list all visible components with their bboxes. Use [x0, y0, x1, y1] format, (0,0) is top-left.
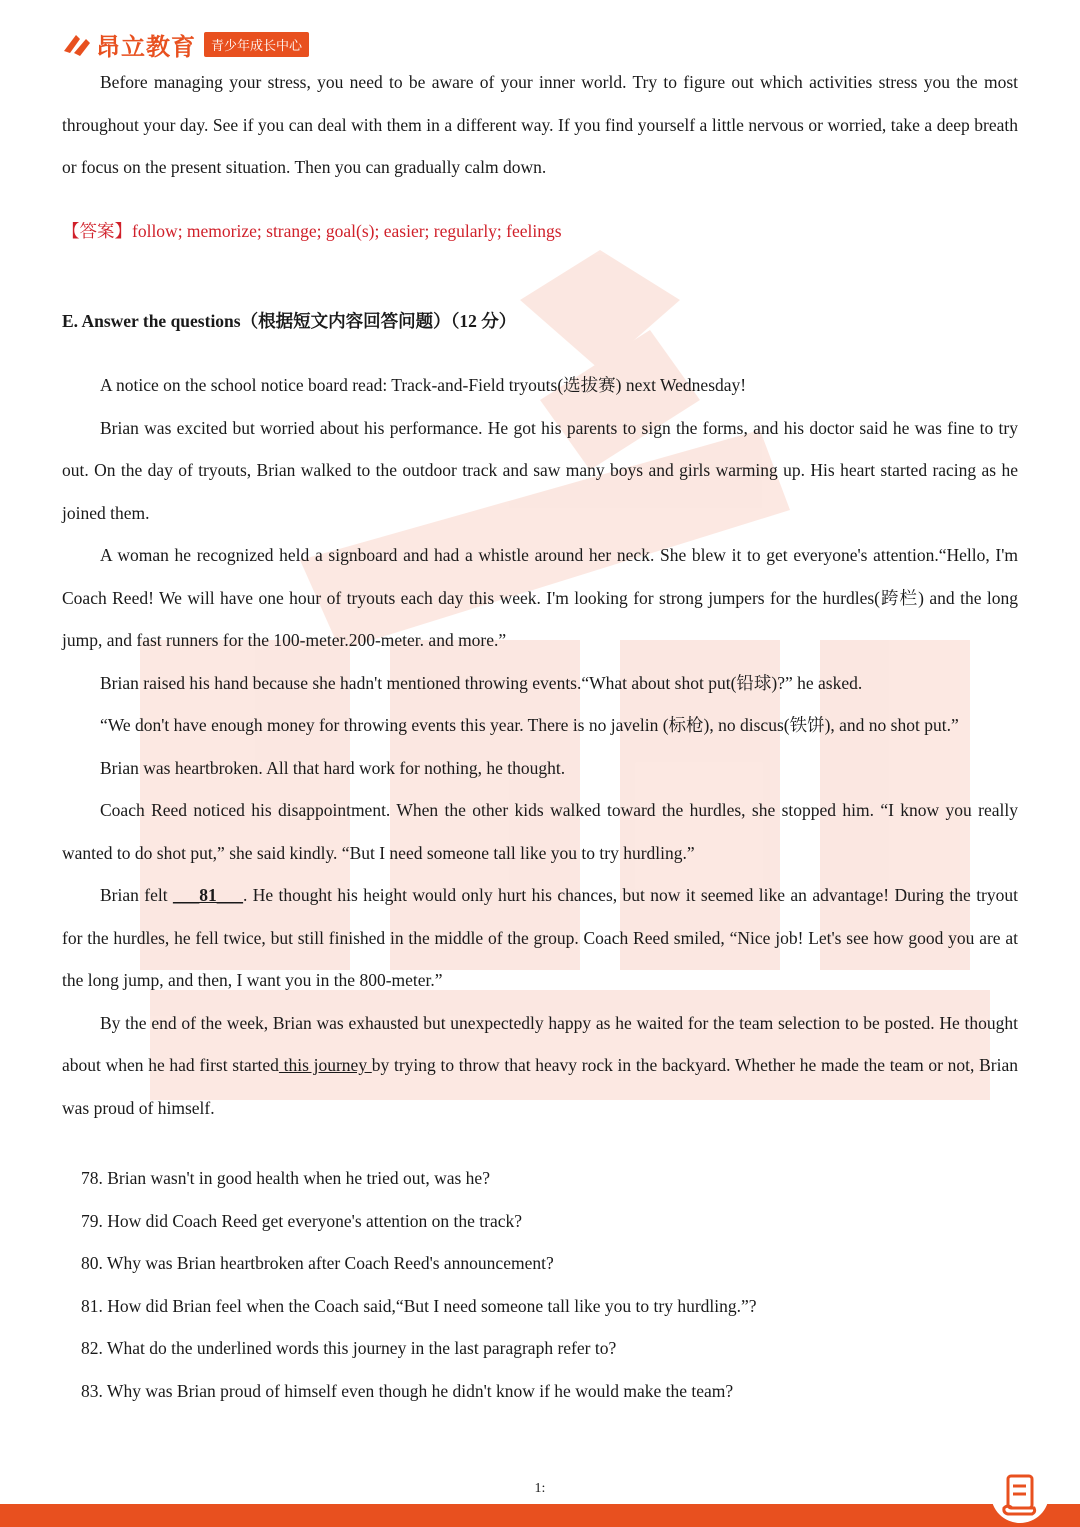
brand-badge: 青少年成长中心	[204, 32, 309, 57]
scroll-document-icon	[990, 1464, 1050, 1524]
passage-paragraph: Brian was heartbroken. All that hard work for nothing, he thought.	[100, 757, 566, 778]
passage-paragraph: Brian raised his hand because she hadn't mentioned throwing events.“What about shot put(铅球)?” he asked.	[100, 672, 863, 693]
answer-line	[62, 210, 1018, 253]
section-e-title: E. Answer the questions（根据短文内容回答问题）（12 分）	[62, 311, 517, 331]
p8-after: . He thought his height would only hurt his chances, but now it seemed like an advantage! During the tryout for the hurdles, he fell twice, but still finished in the middle of the group. Coach Reed smiled, “Nice job! Let's see how good you are at the long jump, and then, I want you in the 800-meter.”	[62, 885, 1019, 990]
question-item: 80. Why was Brian heartbroken after Coach Reed's announcement?	[81, 1253, 554, 1273]
brand-name: 昂立教育	[96, 32, 196, 61]
passage-paragraph: Brian was excited but worried about his performance. He got his parents to sign the forms, and his doctor said he was fine to try out. On the day of tryouts, Brian walked to the outdoor track and saw many boys and girls warming up. His heart started racing as he joined them.	[62, 417, 1018, 523]
underlined-this-journey: this journey	[278, 1055, 372, 1075]
question-item: 81. How did Brian feel when the Coach said,“But I need someone tall like you to try hurdling.”?	[81, 1295, 757, 1316]
passage-paragraph: “We don't have enough money for throwing events this year. There is no javelin (标枪), no discus(铁饼), and no shot put.”	[100, 715, 959, 735]
passage-paragraph: A woman he recognized held a signboard and had a whistle around her neck. She blew it to get everyone's attention.“Hello, I'm Coach Reed! We will have one hour of tryouts each day this week. I'm looking for strong jumpers for the hurdles(跨栏) and the long jump, and fast runners for the 100-meter.200-meter. and more.”	[62, 545, 1018, 650]
footer-bar	[0, 1504, 1080, 1527]
p9-after: by trying to throw that heavy rock in the backyard. Whether he made the team or not, Brian was proud of himself.	[62, 1055, 1019, 1118]
p9-before: By the end of the week, Brian was exhausted but unexpectedly happy as he waited for the team selection to be posted. He thought about when he had first started	[62, 1012, 1018, 1075]
page-number: 1:	[534, 1481, 546, 1496]
answer-text: follow; memorize; strange; goal(s); easier; regularly; feelings	[132, 220, 562, 241]
intro-paragraph: Before managing your stress, you need to be aware of your inner world. Try to figure out which activities stress you the most throughout your day. See if you can deal with them in a different way. If you find yourself a little nervous or worried, take a deep breath or focus on the present situation. Then you can gradually calm down.	[62, 72, 1018, 177]
question-item: 78. Brian wasn't in good health when he tried out, was he?	[81, 1168, 490, 1188]
blank-81: ___81___	[172, 885, 243, 905]
document-body	[62, 61, 1018, 1412]
passage-paragraph: A notice on the school notice board read: Track-and-Field tryouts(选拔赛) next Wednesday!	[100, 375, 747, 395]
question-list	[62, 1157, 1018, 1412]
question-item: 79. How did Coach Reed get everyone's attention on the track?	[81, 1210, 523, 1231]
question-item: 83. Why was Brian proud of himself even though he didn't know if he would make the team?	[81, 1380, 734, 1401]
p8-before: Brian felt	[100, 885, 173, 905]
answer-label: 【答案】	[62, 220, 132, 241]
passage-paragraph	[62, 874, 1018, 1002]
question-item: 82. What do the underlined words this journey in the last paragraph refer to?	[81, 1338, 617, 1358]
brand-logo-icon	[62, 31, 92, 57]
passage-paragraph	[62, 1002, 1018, 1130]
passage-paragraph: Coach Reed noticed his disappointment. When the other kids walked toward the hurdles, she stopped him. “I know you really wanted to do shot put,” she said kindly. “But I need someone tall like you to try hurdling.”	[62, 800, 1018, 863]
header	[62, 28, 309, 60]
